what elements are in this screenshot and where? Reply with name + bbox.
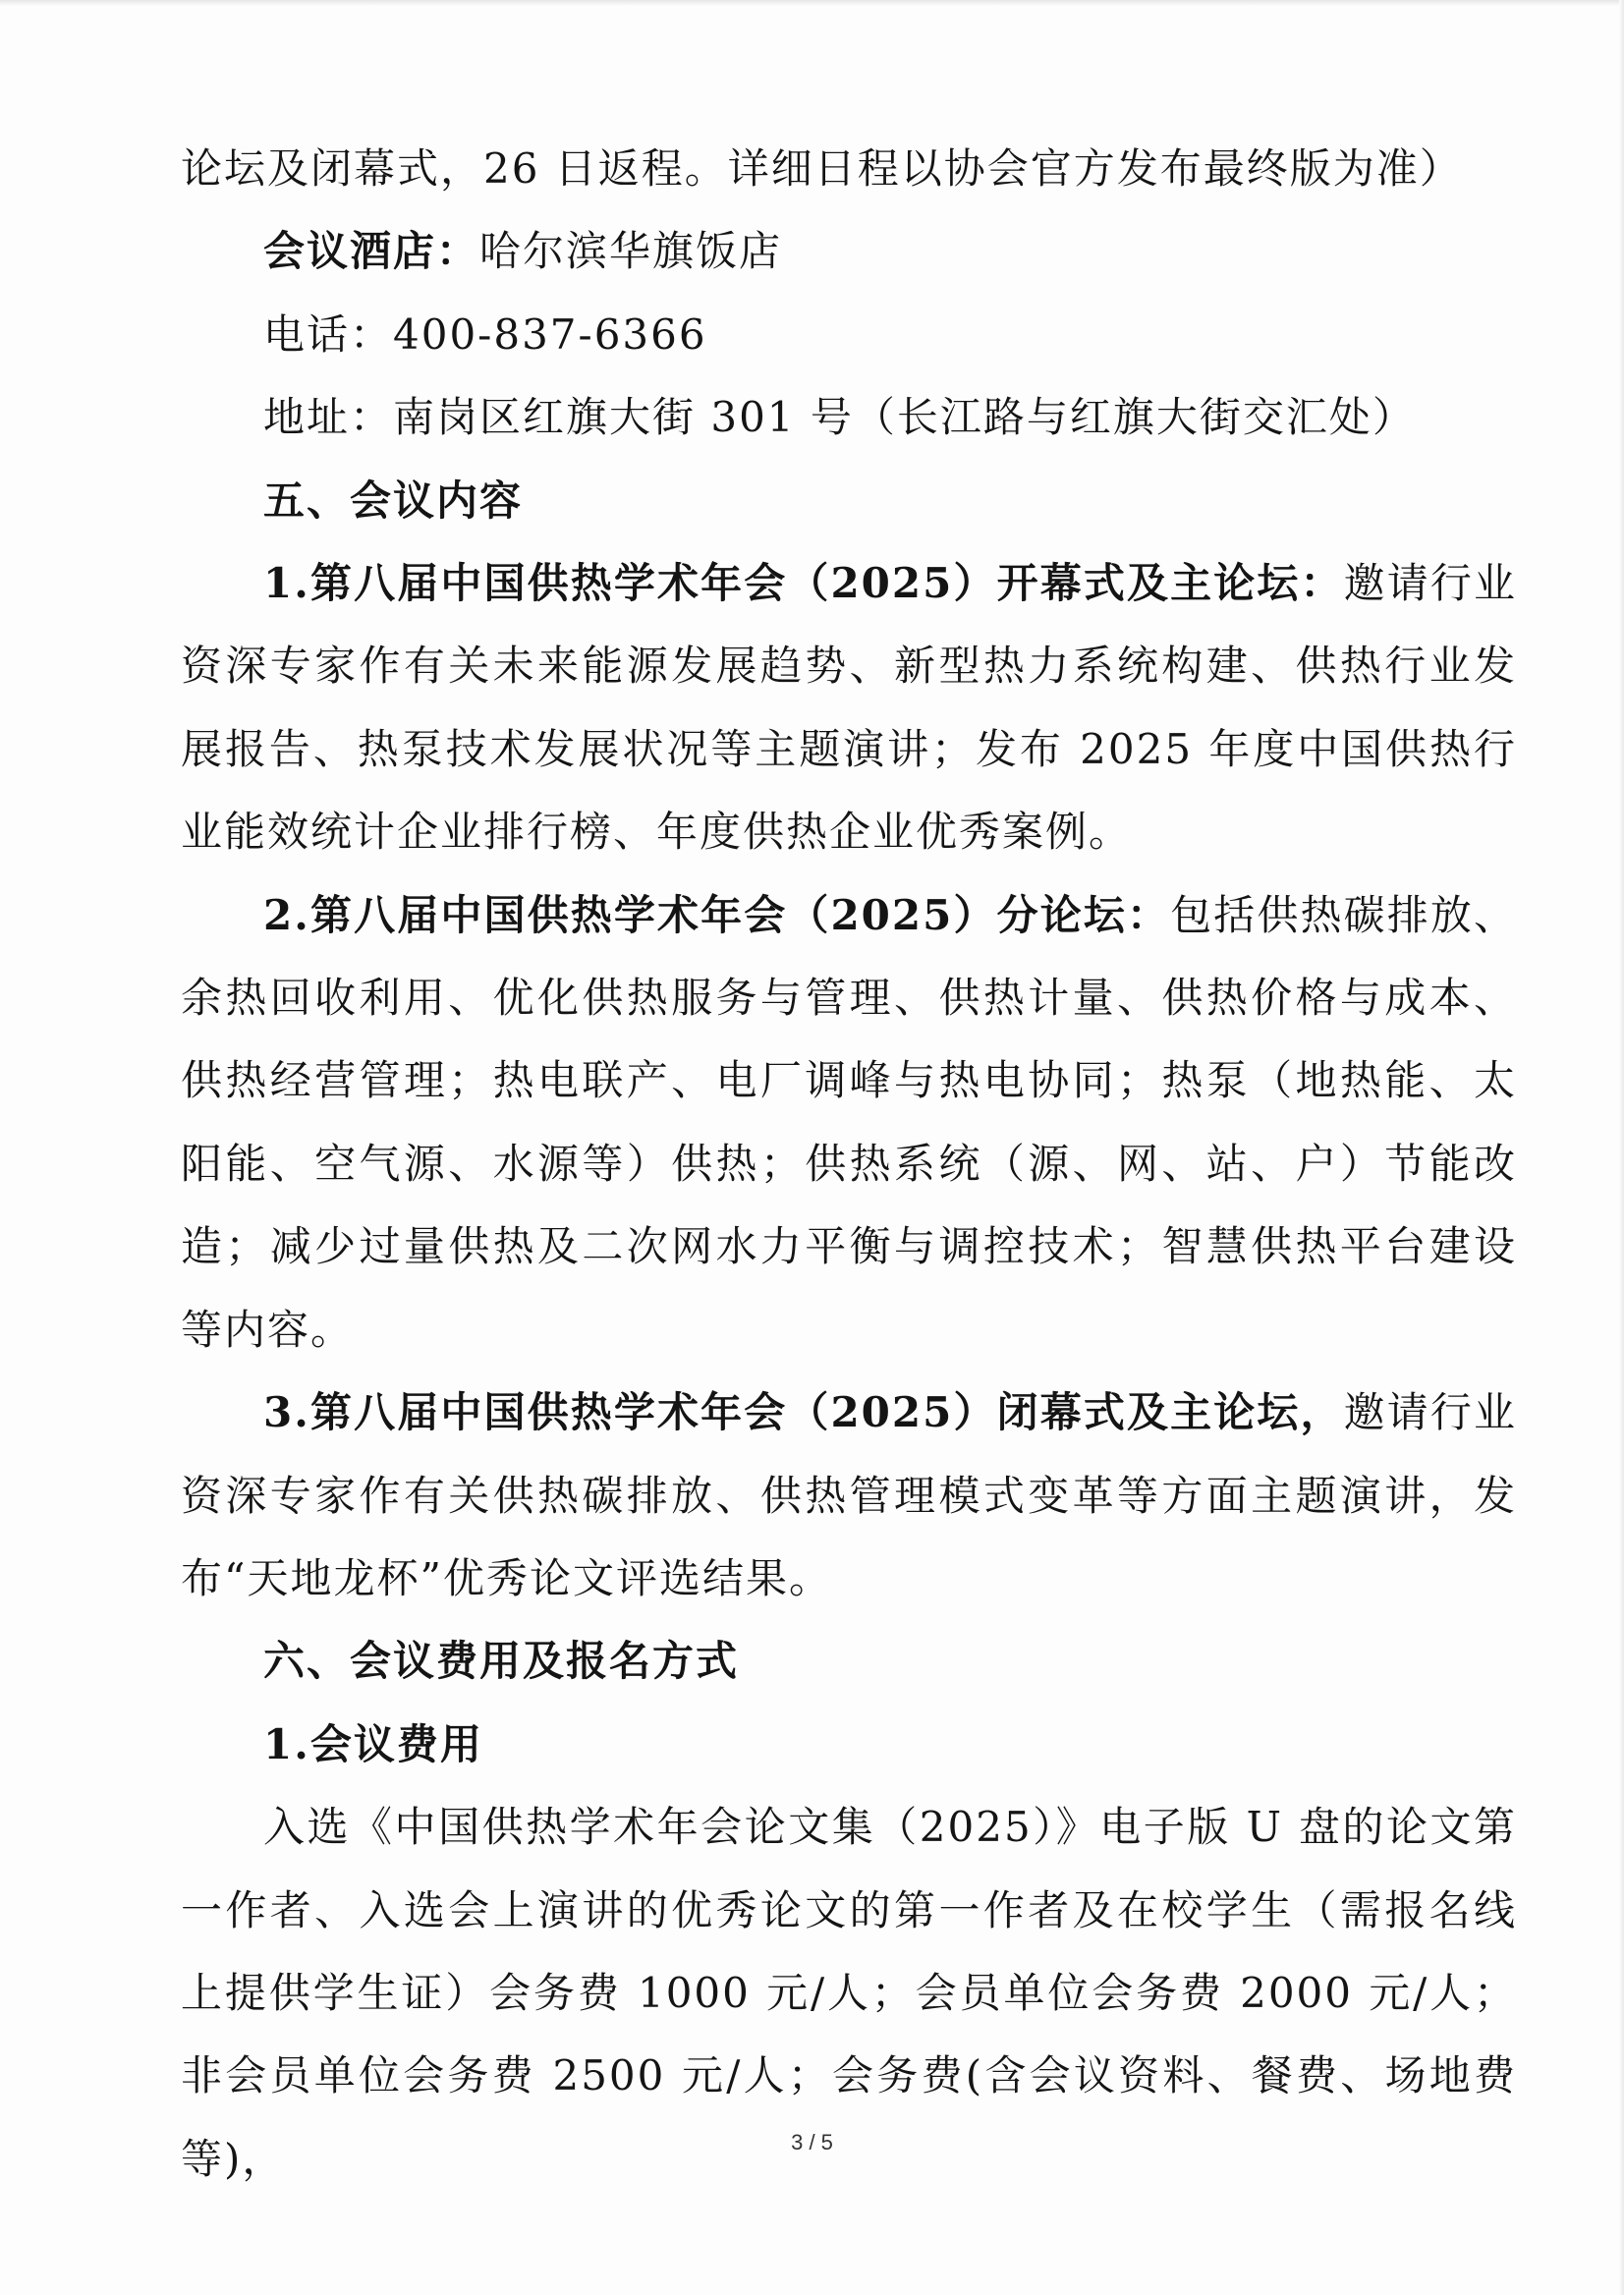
hotel-name: 哈尔滨华旗饭店	[479, 227, 783, 276]
content-item-3-text: 邀请行业资深专家作有关供热碳排放、供热管理模式变革等方面主题演讲，发布“天地龙杯”优秀论文评选结果。	[181, 1388, 1517, 1602]
content-item-1-title: 1.第八届中国供热学术年会（2025）开幕式及主论坛：	[263, 559, 1344, 608]
content-item-1	[181, 542, 1517, 874]
scan-edge-top	[0, 0, 1624, 6]
section-heading-content: 五、会议内容	[263, 476, 524, 525]
hotel-label: 会议酒店：	[263, 227, 480, 276]
page-number: 3 / 5	[791, 2130, 833, 2155]
content-item-3-title: 3.第八届中国供热学术年会（2025）闭幕式及主论坛，	[263, 1388, 1344, 1437]
section-heading-fees: 六、会议费用及报名方式	[263, 1637, 740, 1686]
hotel-line	[181, 210, 1517, 293]
schedule-note-line: 论坛及闭幕式，26 日返程。详细日程以协会官方发布最终版为准）	[181, 144, 1463, 193]
content-item-2	[181, 874, 1517, 1371]
content-item-2-text: 包括供热碳排放、余热回收利用、优化供热服务与管理、供热计量、供热价格与成本、供热经营管理；热电联产、电厂调峰与热电协同；热泵（地热能、太阳能、空气源、水源等）供热；供热系统（源、网、站、户）节能改造；减少过量供热及二次网水力平衡与调控技术；智慧供热平台建设等内容。	[181, 890, 1517, 1354]
content-item-1-text: 邀请行业资深专家作有关未来能源发展趋势、新型热力系统构建、供热行业发展报告、热泵技术发展状况等主题演讲；发布 2025 年度中国供热行业能效统计企业排行榜、年度供热企业优秀案例。	[181, 559, 1517, 857]
hotel-phone: 电话：400-837-6366	[263, 309, 707, 359]
fees-paragraph: 入选《中国供热学术年会论文集（2025）》电子版 U 盘的论文第一作者、入选会上演讲的优秀论文的第一作者及在校学生（需报名线上提供学生证）会务费 1000 元/人；会员单位会务费 2000 元/人；非会员单位会务费 2500 元/人；会务费(含会议资料、餐费、场地费等)，	[181, 1803, 1517, 2183]
hotel-address: 地址：南岗区红旗大街 301 号（长江路与红旗大街交汇处）	[263, 393, 1416, 442]
scan-edge-right	[1619, 0, 1624, 2295]
document-body	[181, 128, 1517, 2201]
fees-subheading: 1.会议费用	[263, 1719, 483, 1768]
content-item-3	[181, 1371, 1517, 1620]
content-item-2-title: 2.第八届中国供热学术年会（2025）分论坛：	[263, 890, 1171, 939]
